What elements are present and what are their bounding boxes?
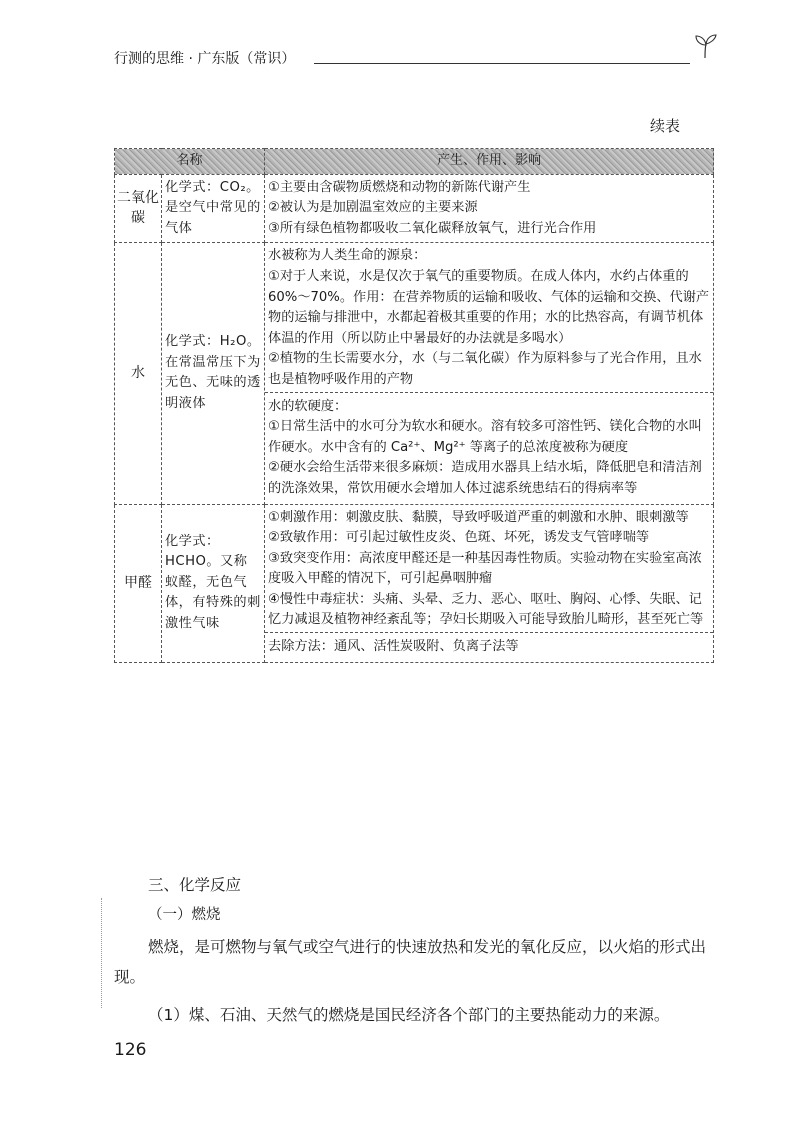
substance-formula: 化学式：H₂O。在常温常压下为无色、无味的透明液体 <box>162 243 265 504</box>
substance-effects <box>265 174 714 243</box>
effects-line: 水的软硬度： <box>268 398 348 414</box>
table-row <box>115 174 714 243</box>
effects-line: 去除方法：通风、活性炭吸附、负离子法等 <box>268 639 519 655</box>
effects-line: ②被认为是加剧温室效应的主要来源 <box>268 200 478 216</box>
header-name: 名称 <box>115 149 265 175</box>
effects-line: ①主要由含碳物质燃烧和动物的新陈代谢产生 <box>268 179 531 195</box>
effects-line: ①日常生活中的水可分为软水和硬水。溶有较多可溶性钙、镁化合物的水叫作硬水。水中含有的 Ca²⁺、Mg²⁺ 等离子的总浓度被称为硬度 <box>268 419 702 455</box>
substance-name: 甲醛 <box>115 504 162 662</box>
table-header-row <box>115 149 714 175</box>
effects-block <box>268 245 710 391</box>
running-header <box>114 40 720 66</box>
table-row <box>115 243 714 504</box>
body-paragraph: （1）煤、石油、天然气的燃烧是国民经济各个部门的主要热能动力的来源。 <box>148 1006 670 1024</box>
effects-line: ①刺激作用：刺激皮肤、黏膜，导致呼吸道严重的刺激和水肿、眼刺激等 <box>268 509 689 525</box>
effects-line: ①对于人来说，水是仅次于氧气的重要物质。在成人体内，水约占体重的 60%～70%。作用：在营养物质的运输和吸收、气体的运输和交换、代谢产物的运输与排泄中，水都起着极其重要的作用；水的比热容高，有调节机体体温的作用（所以防止中暑最好的办法就是多喝水） <box>268 268 710 346</box>
header-rule <box>314 63 690 64</box>
section-heading: 三、化学反应 <box>148 876 242 894</box>
header-title: 行测的思维 · 广东版（常识） <box>114 46 301 72</box>
substance-effects <box>265 504 714 662</box>
substance-formula: 化学式：HCHO。又称蚁醛，无色气体，有特殊的刺激性气味 <box>162 504 265 662</box>
substance-name: 二氧化碳 <box>115 174 162 243</box>
substance-effects <box>265 243 714 504</box>
effects-line: ④慢性中毒症状：头痛、头晕、乏力、恶心、呕吐、胸闷、心悸、失眠、记忆力减退及植物神经紊乱等；孕妇长期吸入可能导致胎儿畸形，甚至死亡等 <box>268 591 704 628</box>
page-number: 126 <box>114 1040 147 1060</box>
effects-line: ②植物的生长需要水分，水（与二氧化碳）作为原料参与了光合作用，且水也是植物呼吸作用的产物 <box>268 351 702 387</box>
effects-line: ③致突变作用：高浓度甲醛还是一种基因毒性物质。实验动物在实验室高浓度吸入甲醛的情况下，可引起鼻咽肿瘤 <box>268 550 702 587</box>
effects-line: ③所有绿色植物都吸收二氧化碳释放氧气，进行光合作用 <box>268 220 597 236</box>
body-paragraph: 燃烧，是可燃物与氧气或空气进行的快速放热和发光的氧化反应，以火焰的形式出现。 <box>114 938 707 986</box>
subsection-heading: （一）燃烧 <box>148 907 221 923</box>
header-effects: 产生、作用、影响 <box>265 149 714 175</box>
effects-block <box>268 177 710 241</box>
leaf-icon <box>690 34 720 69</box>
substance-table <box>114 148 714 663</box>
substance-formula: 化学式：CO₂。是空气中常见的气体 <box>162 174 265 243</box>
effects-line: 水被称为人类生命的源泉： <box>268 248 427 264</box>
effects-block <box>268 507 710 633</box>
effects-block <box>265 392 713 502</box>
margin-mark <box>101 898 103 1008</box>
substance-name: 水 <box>115 243 162 504</box>
continued-label: 续表 <box>650 117 681 135</box>
table-row <box>115 504 714 662</box>
effects-block <box>265 632 713 660</box>
effects-line: ②致敏作用：可引起过敏性皮炎、色斑、坏死，诱发支气管哮喘等 <box>268 530 650 546</box>
effects-line: ②硬水会给生活带来很多麻烦：造成用水器具上结水垢，降低肥皂和清洁剂的洗涤效果，常饮用硬水会增加人体过滤系统患结石的得病率等 <box>268 460 702 496</box>
